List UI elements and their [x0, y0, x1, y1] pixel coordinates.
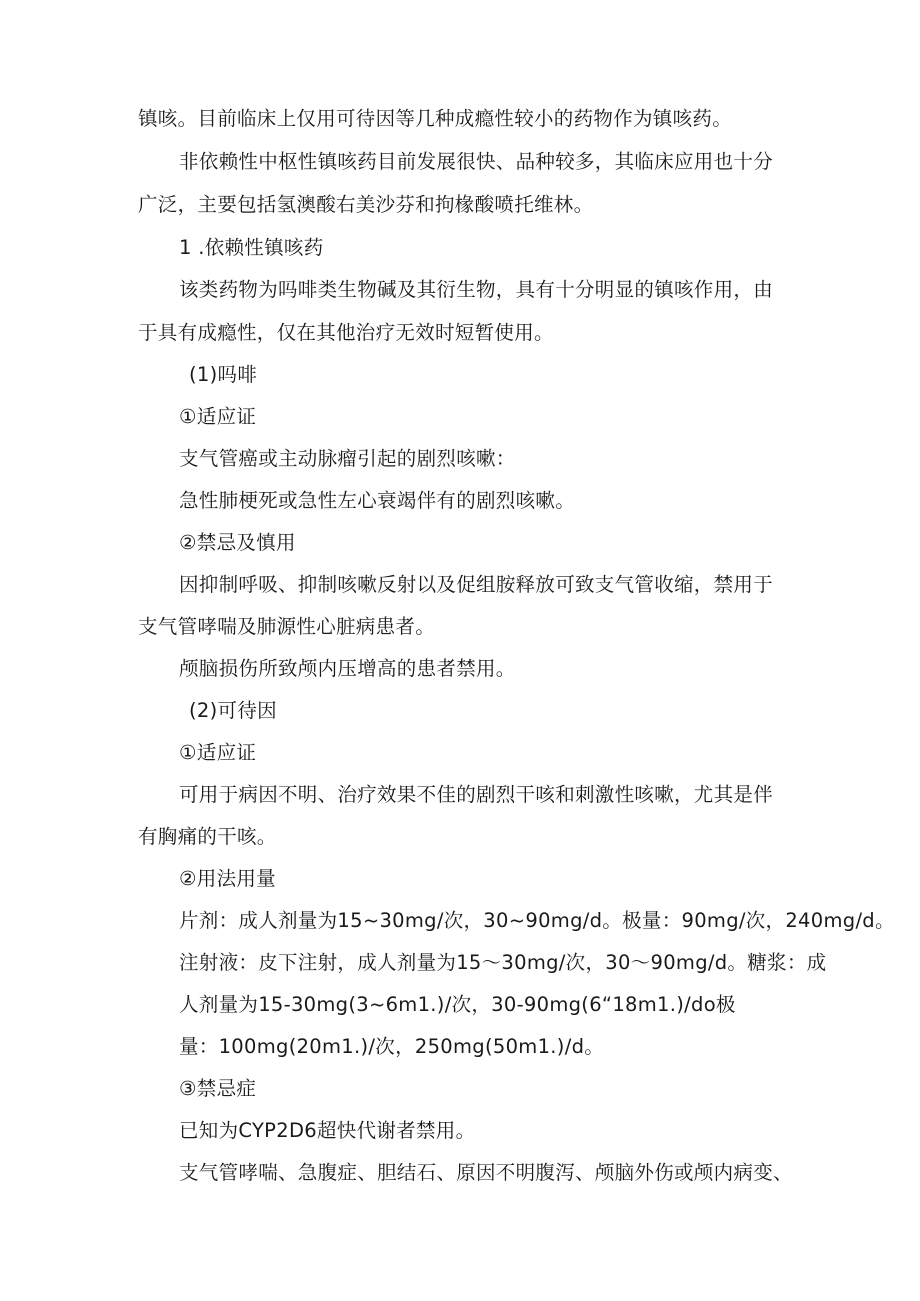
section-heading: 1 .依赖性镇咳药	[179, 236, 324, 259]
item-heading: ③禁忌症	[179, 1077, 257, 1100]
paragraph-line: 有胸痛的干咳。	[138, 825, 277, 848]
paragraph-line: 颅脑损伤所致颅内压增高的患者禁用。	[179, 657, 516, 680]
paragraph-line: 该类药物为吗啡类生物碱及其衍生物，具有十分明显的镇咳作用，由	[179, 278, 774, 301]
paragraph-line: 片剂：成人剂量为15~30mg/次，30~90mg/d。极量：90mg/次，240mg/d。	[179, 909, 895, 932]
subsection-heading: (1)吗啡	[189, 363, 258, 386]
subsection-heading: (2)可待因	[189, 699, 277, 722]
paragraph-line: 镇咳。目前临床上仅用可待因等几种成瘾性较小的药物作为镇咳药。	[138, 107, 733, 130]
paragraph-line: 可用于病因不明、治疗效果不佳的剧烈干咳和刺激性咳嗽，尤其是伴	[179, 783, 774, 806]
item-heading: ②禁忌及慎用	[179, 531, 296, 554]
paragraph-line: 因抑制呼吸、抑制咳嗽反射以及促组胺释放可致支气管收缩，禁用于	[179, 573, 774, 596]
paragraph-line: 支气管哮喘及肺源性心脏病患者。	[138, 615, 436, 638]
paragraph-line: 已知为CYP2D6超快代谢者禁用。	[179, 1119, 476, 1142]
paragraph-line: 于具有成瘾性，仅在其他治疗无效时短暂使用。	[138, 321, 554, 344]
paragraph-line: 急性肺梗死或急性左心衰竭伴有的剧烈咳嗽。	[179, 489, 576, 512]
item-heading: ①适应证	[179, 741, 257, 764]
item-heading: ①适应证	[179, 405, 257, 428]
paragraph-line: 支气管癌或主动脉瘤引起的剧烈咳嗽：	[179, 447, 516, 470]
paragraph-line: 支气管哮喘、急腹症、胆结石、原因不明腹泻、颅脑外伤或颅内病变、	[179, 1161, 793, 1184]
paragraph-line: 非依赖性中枢性镇咳药目前发展很快、品种较多，其临床应用也十分	[179, 150, 774, 173]
paragraph-line: 量：100mg(20m1.)/次，250mg(50m1.)/d。	[179, 1035, 605, 1058]
item-heading: ②用法用量	[179, 867, 276, 890]
paragraph-line: 广泛，主要包括氢澳酸右美沙芬和拘椽酸喷托维林。	[138, 193, 594, 216]
paragraph-line: 人剂量为15-30mg(3~6m1.)/次，30-90mg(6“18m1.)/do极	[179, 993, 736, 1016]
paragraph-line: 注射液：皮下注射，成人剂量为15～30mg/次，30～90mg/d。糖浆：成	[179, 951, 827, 974]
